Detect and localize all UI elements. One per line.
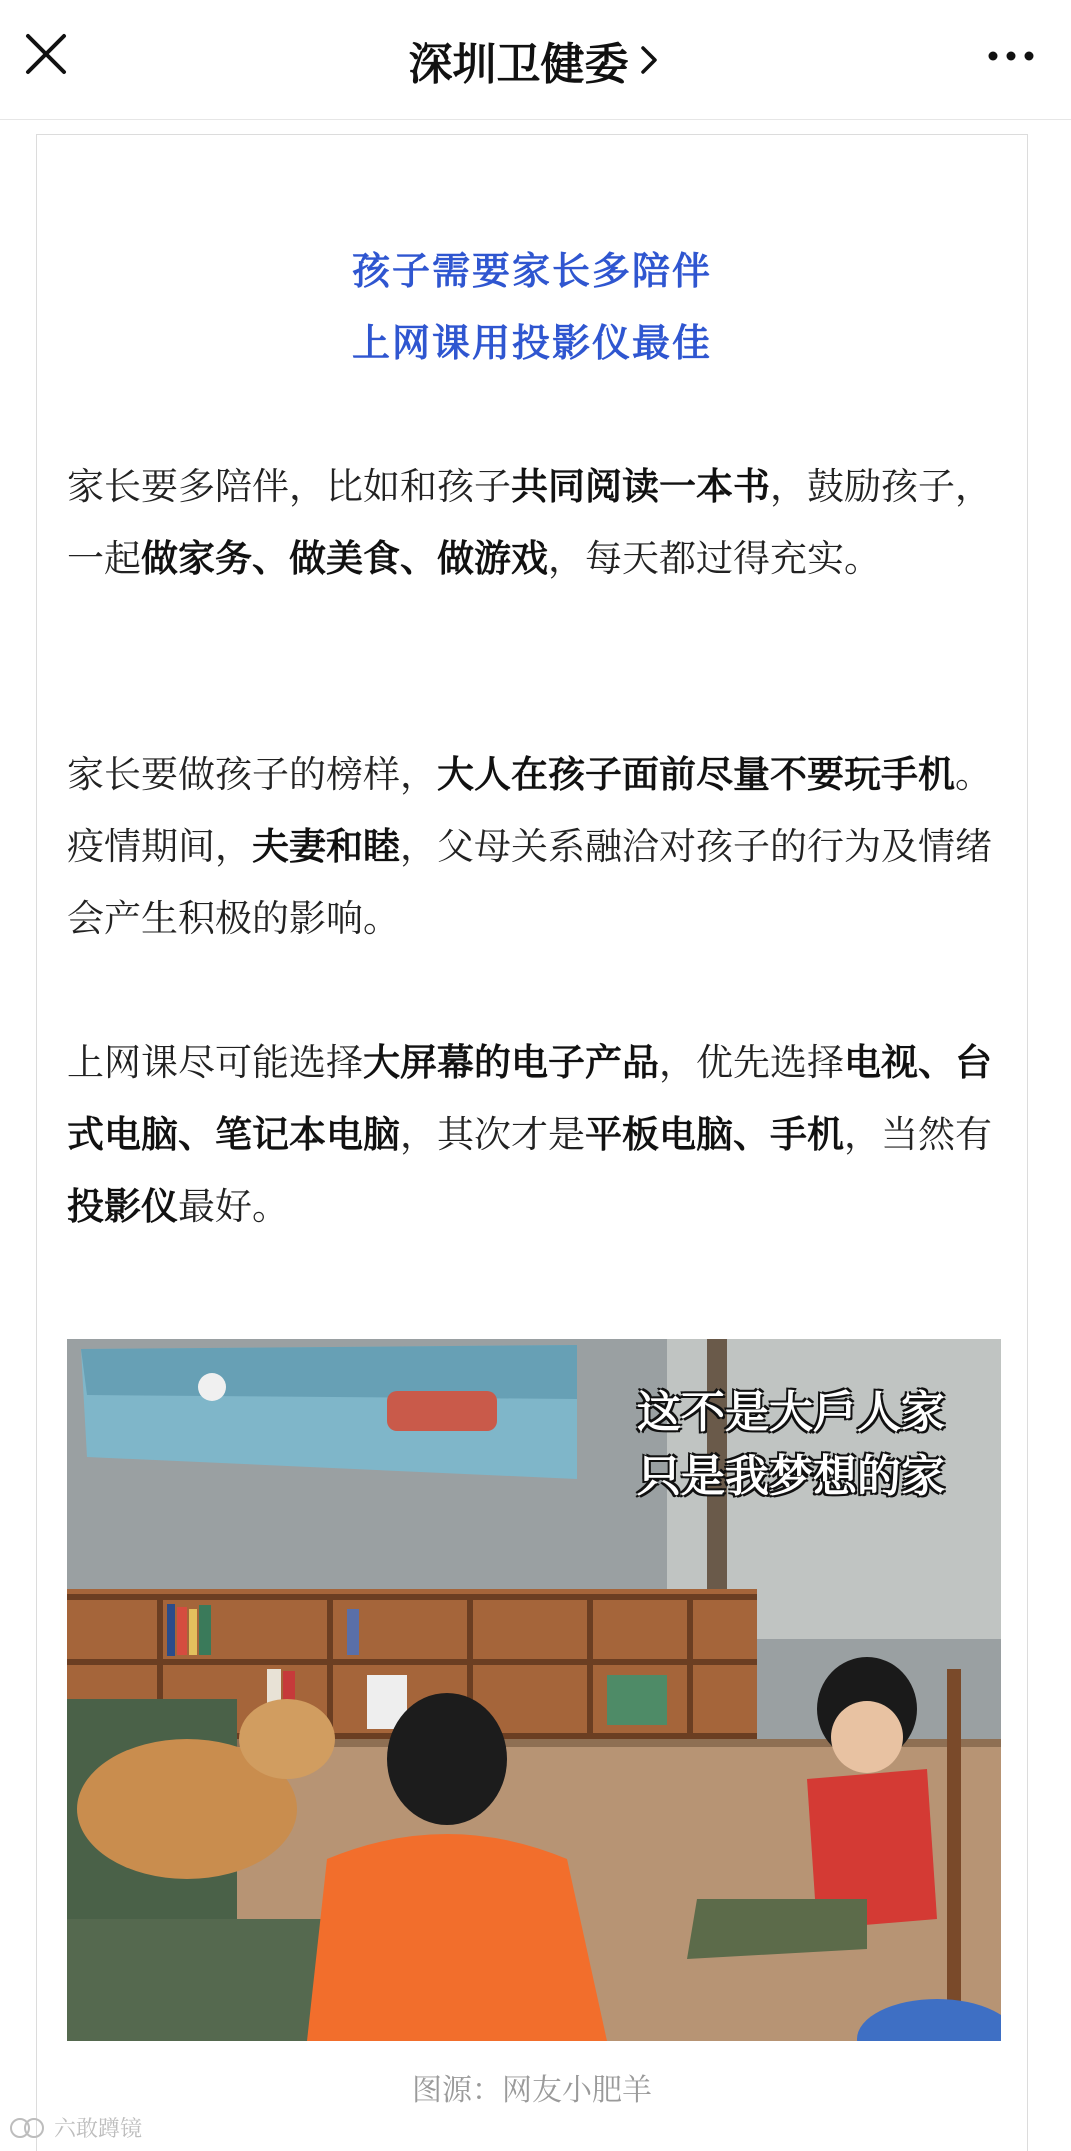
top-nav-bar	[0, 0, 1071, 120]
account-title-link[interactable]	[409, 28, 663, 92]
body-text: ，鼓励孩子，一起	[67, 465, 992, 580]
body-text: 。疫情期间，	[67, 753, 992, 868]
article-card	[36, 134, 1028, 2151]
more-icon[interactable]	[983, 36, 1039, 76]
overlay-line-2: 只是我梦想的家	[637, 1451, 945, 1502]
emphasis-text: 夫妻和睦	[252, 825, 400, 868]
body-text: ，优先选择	[659, 1041, 844, 1084]
article-headline	[37, 235, 1027, 379]
article-photo[interactable]	[67, 1339, 1001, 2041]
body-text: ，其次才是	[400, 1113, 585, 1156]
paragraph-1	[67, 451, 1007, 595]
body-text: ，每天都过得充实。	[548, 537, 881, 580]
body-text: 家长要做孩子的榜样，	[67, 753, 437, 796]
account-title: 深圳卫健委	[408, 39, 629, 90]
image-caption: 图源：网友小肥羊	[412, 2073, 652, 2108]
emphasis-text: 平板电脑、手机	[585, 1113, 844, 1156]
body-text: 上网课尽可能选择	[67, 1041, 363, 1084]
emphasis-text: 共同阅读一本书	[511, 465, 770, 508]
emphasis-text: 大人在孩子面前尽量不要玩手机	[437, 753, 955, 796]
chevron-right-icon	[635, 40, 663, 80]
watermark-text: 六敢蹲镜	[54, 2117, 143, 2142]
overlay-line-1: 这不是大戶人家	[637, 1387, 945, 1438]
emphasis-text: 大屏幕的电子产品	[363, 1041, 659, 1084]
body-text: ，父母关系融洽对孩子的行为及情绪会产生积极的影响。	[67, 825, 992, 940]
body-text: 家长要多陪伴，比如和孩子	[67, 465, 511, 508]
headline-line-1: 孩子需要家长多陪伴	[351, 249, 712, 293]
body-text: 最好。	[178, 1185, 289, 1228]
watermark	[8, 2112, 142, 2143]
emphasis-text: 电视、台式电脑、笔记本电脑	[67, 1041, 992, 1156]
emphasis-text: 投影仪	[67, 1185, 178, 1228]
emphasis-text: 做家务、做美食、做游戏	[141, 537, 548, 580]
photo-overlay-text	[637, 1381, 945, 1509]
paragraph-3	[67, 1027, 1007, 1243]
paragraph-2	[67, 739, 1007, 955]
headline-line-2: 上网课用投影仪最佳	[351, 321, 712, 365]
title-area	[0, 28, 1071, 88]
body-text: ，当然有	[844, 1113, 992, 1156]
watermark-logo-icon	[8, 2116, 48, 2140]
